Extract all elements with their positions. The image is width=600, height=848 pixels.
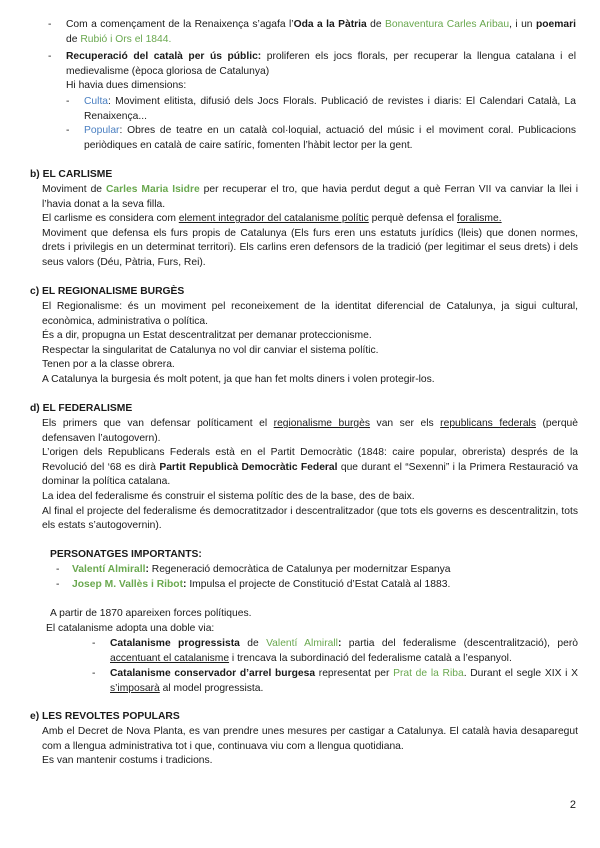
heading-regionalisme: c) EL REGIONALISME BURGÈS (30, 286, 185, 297)
personatge-almirall: - Valentí Almirall: Regeneració democràtica de Catalunya per modernitzar Espanya (56, 564, 451, 575)
author-aribau: Bonaventura Carles Aribau (384, 19, 510, 30)
personatge-valles: - Josep M. Vallès i Ribot: Impulsa el projecte de Constitució d’Estat Català al 1883. (56, 579, 451, 590)
regionalisme-body: El Regionalisme: és un moviment pel reconeixement de la identitat diferencial de Catalunya, ja sigui cultural, econòmica, administrativa o política. És a dir, propugna un Estat descentralitzat per demanar proteccionisme. Respectar la singularitat de Catalunya no vol dir canviar el sistema polític. Tenen por a la classe obrera. A Catalunya la burgesia és molt potent, ja que han fet molts diners i volen protegir-los. (42, 301, 578, 385)
sub-bullet-culta: - Culta: Moviment elitista, difusió dels Jocs Florals. Publicació de revistes i diaris: El Calendari Català, La Renaixença... (66, 96, 576, 122)
bullet-oda (48, 18, 576, 47)
name-carles-maria-isidre: Carles Maria Isidre (105, 184, 200, 195)
post-line-2: El catalanisme adopta una doble via: (46, 623, 215, 634)
heading-personatges: PERSONATGES IMPORTANTS: (50, 549, 202, 560)
term-culta: Culta (84, 96, 109, 107)
dimensions-intro: Hi havia dues dimensions: (66, 80, 187, 92)
bullet-text: Com a començament de la Renaixença s’agafa l’Oda a la Pàtria de Bonaventura Carles Aribau, i un poemari de Rubió i Ors el 1844. (66, 19, 576, 45)
post-line-1: A partir de 1870 apareixen forces polítiques. (50, 608, 252, 619)
term-popular: Popular (84, 125, 120, 136)
via-conservador: - Catalanisme conservador d’arrel burgesa representat per Prat de la Riba. Durant el segle XIX i X s’imposarà al model progressista. (92, 668, 578, 694)
carlisme-body: Moviment de Carles Maria Isidre per recuperar el tro, que havia perdut degut a què Ferran VII va canviar la llei i l’havia donat a la seva filla. El carlisme es considera com element integrador del catalanisme polític perquè defensa el foralisme. Moviment que defensa els furs propis de Catalunya (Els furs eren uns estatuts jurídics (lleis) que donen normes, drets i privilegis en un determinat territori). Els carlins eren defensors de la tradició (per legitimar el seus drets) i dels seus valors (Déu, Pàtria, Furs, Rei). (42, 184, 578, 268)
heading-revoltes: e) LES REVOLTES POPULARS (30, 711, 180, 722)
author-rubio: Rubió i Ors el 1844. (80, 33, 172, 45)
sub-bullet-popular: - Popular: Obres de teatre en un català col·loquial, actuació del músic i el moviment coral. Publicacions periòdiques en català de caire satíric, fomenten l’hàbit lector per la gent. (66, 125, 576, 151)
federalisme-body: Els primers que van defensar políticament el regionalisme burgès van ser els republicans federals (perquè defensaven l’autogovern). L’origen dels Republicans Federals està en el Partit Democràtic (1848: caire popular, obrerista) després de la Revolució del ‘68 es dirà Partit Republicà Democràtic Federal que durant el “Sexenni” i la Primera Restauració va dominar la política catalana. La idea del federalisme és construir el sistema polític des de la base, des de baix. Al final el projecte del federalisme és democratitzador i descentralitzador (que tots els governs es descentralitzin, tots els estats s’autogovernin). (42, 418, 579, 532)
bullet-recuperacio: - Recuperació del català per ús públic: proliferen els jocs florals, per recuperar la llengua catalana i el medievalisme (època gloriosa de Catalunya) Hi havia dues dimensions: (48, 50, 576, 94)
heading-federalisme: d) EL FEDERALISME (30, 403, 133, 414)
page-number: 2 (569, 799, 576, 811)
via-progressista: - Catalanisme progressista de Valentí Almirall: partia del federalisme (descentralització), però accentuant el catalanisme i trencava la subordinació del federalisme català a l’espanyol. (92, 638, 578, 664)
bullet-mark: - (48, 19, 52, 30)
revoltes-body: Amb el Decret de Nova Planta, es van prendre unes mesures per castigar a Catalunya. El català havia desaparegut com a llengua administrativa tot i que, continuava viu com a llengua quotidiana. Es van mantenir costums i tradicions. (42, 726, 578, 767)
heading-carlisme: b) EL CARLISME (30, 169, 113, 180)
